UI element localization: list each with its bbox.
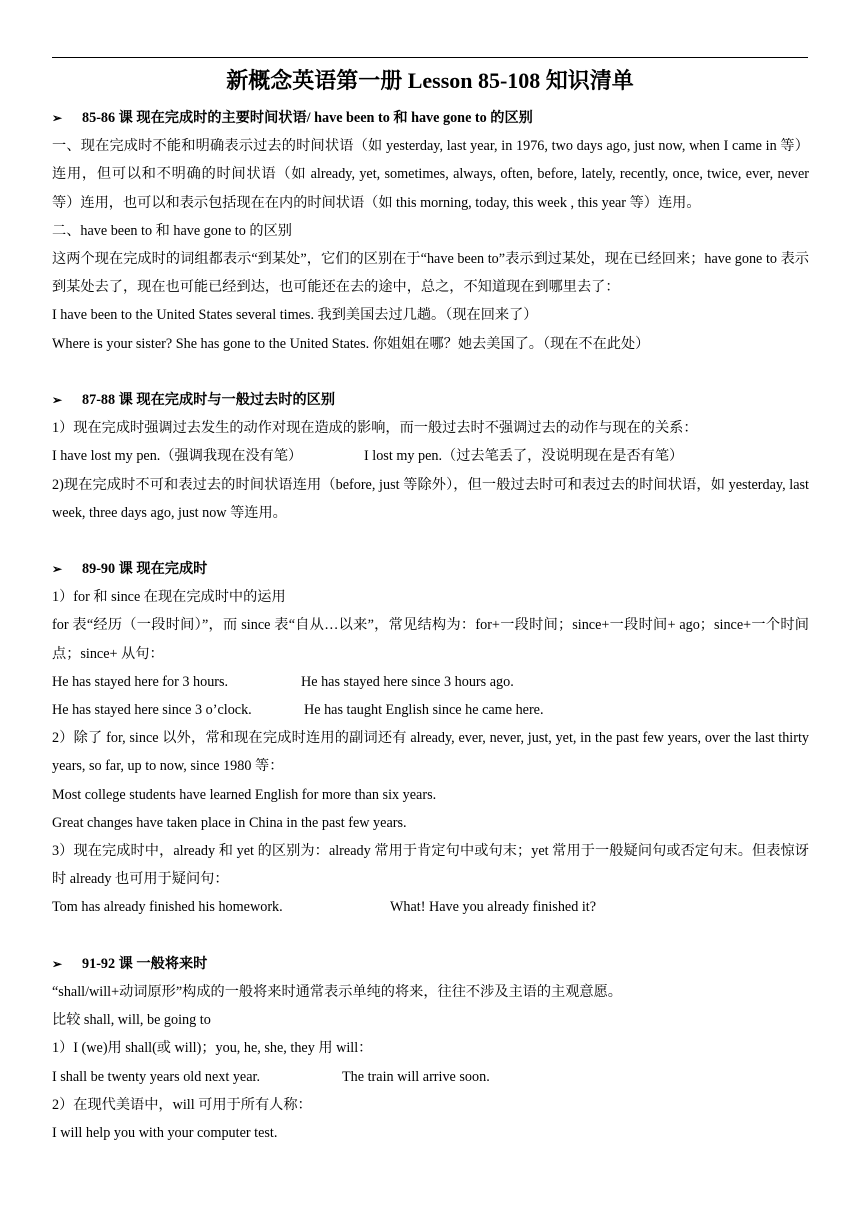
document-body xyxy=(52,104,809,1147)
document-title: 新概念英语第一册 Lesson 85-108 知识清单 xyxy=(226,68,634,93)
example-sentence: I have lost my pen.（强调我现在没有笔） xyxy=(52,448,303,465)
example-sentence: Most college students have learned English for more than six years. xyxy=(52,786,437,803)
paragraph: 2）在现代美语中，will 可用于所有人称： xyxy=(52,1096,312,1113)
arrow-bullet-icon: ➢ xyxy=(52,111,63,125)
example-sentence: He has stayed here for 3 hours. xyxy=(52,673,229,690)
paragraph: 2）除了 for, since 以外，常和现在完成时连用的副词还有 already, ever, never, just, yet, in the past few years, over the last thirty years, so far, up to now, since 1980 等： xyxy=(52,730,809,775)
example-sentence: I have been to the United States several times. 我到美国去过几趟。（现在回来了） xyxy=(52,307,538,324)
paragraph: “shall/will+动词原形”构成的一般将来时通常表示单纯的将来，往往不涉及主语的主观意愿。 xyxy=(52,984,622,1001)
arrow-bullet-icon: ➢ xyxy=(52,392,63,407)
paragraph: 1）现在完成时强调过去发生的动作对现在造成的影响，而一般过去时不强调过去的动作与现在的关系： xyxy=(52,420,698,437)
example-sentence: I will help you with your computer test. xyxy=(52,1124,278,1141)
example-sentence: The train will arrive soon. xyxy=(342,1068,490,1085)
example-pair xyxy=(52,893,809,921)
example-sentence: Tom has already finished his homework. xyxy=(52,899,283,916)
paragraph: 二、have been to 和 have gone to 的区别 xyxy=(52,222,292,239)
section-heading-text: 89-90 课 现在完成时 xyxy=(82,561,208,578)
example-sentence: He has taught English since he came here. xyxy=(304,702,544,719)
example-pair xyxy=(52,1063,809,1091)
section-heading xyxy=(52,104,809,132)
paragraph: for 表“经历（一段时间）”，而 since 表“自从…以来”，常见结构为：for+一段时间；since+一段时间+ ago；since+一个时间点；since+ 从句： xyxy=(52,617,809,662)
paragraph: 比较 shall, will, be going to xyxy=(52,1012,211,1029)
example-sentence: I lost my pen.（过去笔丢了，没说明现在是否有笔） xyxy=(364,448,684,465)
example-sentence: He has stayed here since 3 o’clock. xyxy=(52,702,252,719)
section-heading xyxy=(52,386,809,414)
example-pair xyxy=(52,696,809,724)
section-heading-text: 91-92 课 一般将来时 xyxy=(82,955,208,972)
top-divider xyxy=(52,57,808,58)
section-heading-text: 85-86 课 现在完成时的主要时间状语/ have been to 和 have gone to 的区别 xyxy=(82,110,533,126)
section-heading xyxy=(52,950,809,978)
paragraph: 3）现在完成时中，already 和 yet 的区别为：already 常用于肯定句中或句末；yet 常用于一般疑问句或否定句末。但表惊讶时 already 也可用于疑问句： xyxy=(52,843,809,888)
paragraph: 1）for 和 since 在现在完成时中的运用 xyxy=(52,589,286,606)
example-pair xyxy=(52,442,809,470)
example-sentence: He has stayed here since 3 hours ago. xyxy=(301,673,514,690)
paragraph: 1）I (we)用 shall(或 will)；you, he, she, they 用 will： xyxy=(52,1040,373,1057)
arrow-bullet-icon: ➢ xyxy=(52,562,63,577)
section-heading-text: 87-88 课 现在完成时与一般过去时的区别 xyxy=(82,391,336,408)
example-sentence: What! Have you already finished it? xyxy=(390,899,597,916)
paragraph: 2)现在完成时不可和表过去的时间状语连用（before, just 等除外），但一般过去时可和表过去的时间状语，如 yesterday, last week, three days ago, just now 等连用。 xyxy=(52,476,809,521)
section-heading xyxy=(52,555,809,583)
example-sentence: Where is your sister? She has gone to the United States. 你姐姐在哪？她去美国了。（现在不在此处） xyxy=(52,335,650,352)
example-pair xyxy=(52,668,809,696)
paragraph: 一、现在完成时不能和明确表示过去的时间状语（如 yesterday, last year, in 1976, two days ago, just now, when I came in 等）连用，但可以和不明确的时间状语（如 already, yet, sometimes, always, often, before, lately, recently, once, twice, ever, never 等）连用，也可以和表示包括现在在内的时间状语（如 this morning, today, this week , this year 等）连用。 xyxy=(52,138,809,211)
arrow-bullet-icon: ➢ xyxy=(52,956,63,971)
paragraph: 这两个现在完成时的词组都表示“到某处”，它们的区别在于“have been to”表示到过某处，现在已经回来；have gone to 表示到某处去了，现在也可能已经到达，也可能还在去的途中，总之，不知道现在到哪里去了： xyxy=(52,250,809,296)
example-sentence: Great changes have taken place in China in the past few years. xyxy=(52,814,407,831)
example-sentence: I shall be twenty years old next year. xyxy=(52,1068,261,1085)
